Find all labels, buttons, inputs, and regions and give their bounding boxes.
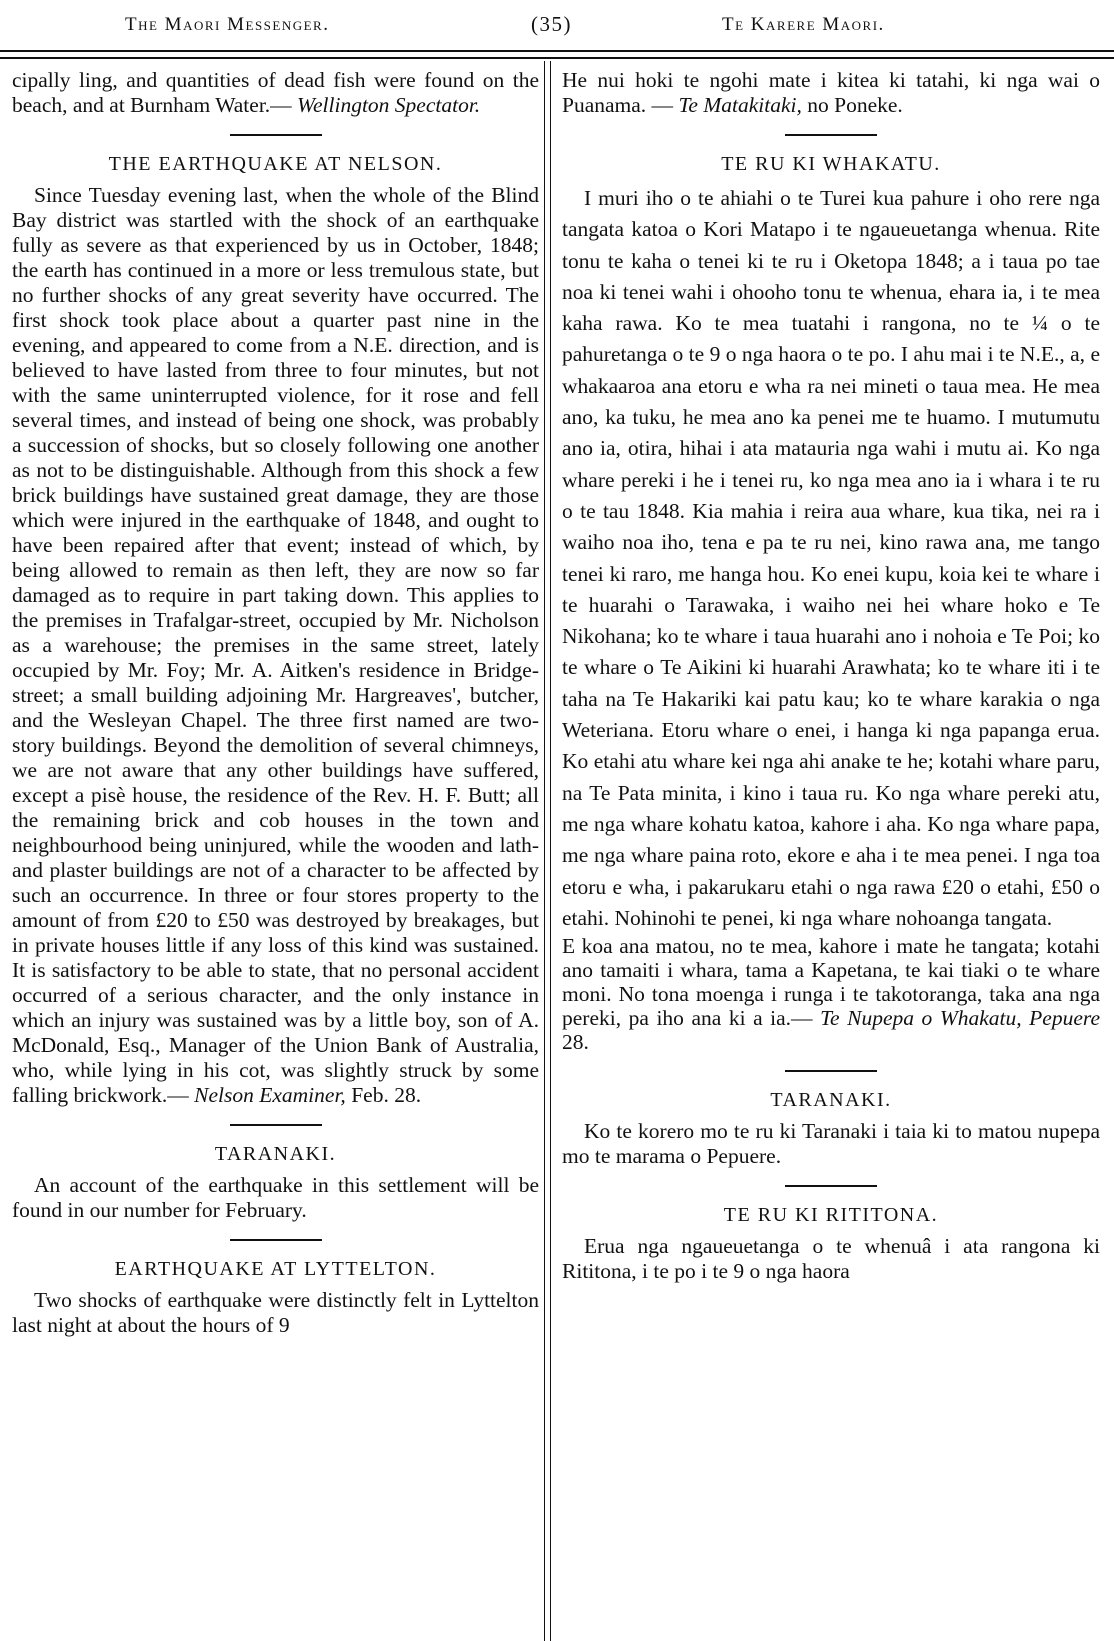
continued-article	[12, 68, 539, 118]
nelson-article	[12, 183, 539, 1108]
taranaki-maori-article: Ko te korero mo te ru ki Taranaki i taia ki to matou nupepa mo te marama o Pepuere.	[562, 1119, 1100, 1169]
continued-article-text: cipally ling, and quantities of dead fish were found on the beach, and at Burnham Water.—	[12, 68, 539, 117]
running-header	[0, 0, 1114, 58]
whakatu-article-credit: Te Nupepa o Whakatu, Pepuere	[820, 1006, 1100, 1031]
continued-article-maori-credit: Te Matakitaki,	[678, 93, 802, 117]
taranaki-heading: TARANAKI.	[214, 1143, 337, 1165]
whakatu-article-date: 28.	[562, 1030, 589, 1055]
whakatu-heading: TE RU KI WHAKATU.	[721, 153, 941, 175]
section-rule	[230, 134, 322, 136]
nelson-article-date: Feb. 28.	[345, 1083, 422, 1107]
section-rule	[785, 1185, 877, 1187]
continued-article-maori-tail: no Poneke.	[801, 93, 903, 117]
continued-article-credit: Wellington Spectator.	[297, 93, 481, 117]
section-rule	[785, 1070, 877, 1072]
rititona-heading: TE RU KI RITITONA.	[723, 1204, 939, 1227]
lyttelton-heading: EARTHQUAKE AT LYTTELTON.	[114, 1258, 437, 1280]
whakatu-article-part2	[562, 934, 1100, 1054]
column-divider-right	[550, 61, 551, 1641]
continued-article-maori	[562, 68, 1100, 118]
english-column	[12, 68, 539, 1641]
english-masthead-title: The Maori Messenger.	[125, 14, 330, 35]
taranaki-article: An account of the earthquake in this settlement will be found in our number for February.	[12, 1173, 539, 1222]
whakatu-article-part1: I muri iho o te ahiahi o te Turei kua pahure i oho rere nga tangata katoa o Kori Matapo i te ngaueuetanga whenua. Rite tonu te kaha o tenei ki te ru i Oketopa 1848; a i taua po tae noa ki tenei wahi i ohooho tonu te whenua, ehara ia, i te mea kaha rawa. Ko te mea tuatahi i rangona, no te ¼ o te pahuretanga o te 9 o nga haora o te po. I ahu mai i te N.E., a, e whakaaroa ana etoru e wha ra nei mineti o taua mea. He mea ano, ka tuku, he mea ano ka penei me te huamo. I mutumutu ano ia, otira, hihai i ata matauria nga wahi i mutu ai. Ko nga whare pereki i he i tenei ru, ko nga mea ano ia i whara i te ru o te tau 1848. Kia mahia i reira aua whare, kua tika, nei ra i waiho noa iho, tena e pa te ru nei, kino rawa ana, me tango tenei ki raro, me hanga hou. Ko enei kupu, koia kei te whare i te huarahi o Tarawaka, i waiho nei hei whare hoko e Te Nikohana; ko te whare i taua huarahi ano i nohoia e Te Poi; ko te whare o Te Aikini ki huarahi Arawhata; ko te whare iti i te taha na Te Hakariki kai patu kau; ko te whare karakia o nga Weteriana. Etoru whare o enei, i hanga ki nga papanga erua. Ko etahi atu whare kei nga ahi anake te he; kotahi whare paru, na Te Pata minita, i kino i taua ru. Ko nga whare pereki atu, me nga whare kohatu katoa, kahore i aha. Ko nga whare papa, me nga whare paina roto, ekore e aha i te mea penei. I nga toa etoru e wha, i pakarukaru etahi o nga rawa £20 o etahi, £50 o etahi. Nohinohi te penei, ki nga whare nohoanga tangata.	[562, 186, 1100, 930]
nelson-article-body: Since Tuesday evening last, when the whole of the Blind Bay district was startled with the shock of an earthquake fully as severe as that experienced by us in October, 1848; the earth has continued in a more or less tremulous state, but no further shocks of any great severity have occurred. The first shock took place about a quarter past nine in the evening, and appeared to come from a N.E. direction, and is believed to have lasted from three to four minutes, but not with the same uninterrupted violence, for it rose and fell several times, and instead of being one shock, was probably a succession of shocks, but so closely following one another as not to be distinguishable. Although from this shock a few brick buildings have sustained great damage, they are those which were injured in the earthquake of 1848, and ought to have been repaired after that event; instead of which, by being allowed to remain as then left, they are now so far damaged as to require in part taking down. This applies to the premises in Trafalgar-street, occupied by Mr. Nicholson as a warehouse; the premises in the same street, lately occupied by Mr. Foy; Mr. A. Aitken's residence in Bridge-street; a small building adjoining Mr. Hargreaves', butcher, and the Wesleyan Chapel. The three first named are two-story buildings. Beyond the demolition of several chimneys, we are not aware that any other buildings have suffered, except a pisè house, the residence of the Rev. H. F. Butt; all the remaining brick and cob houses in the town and neighbourhood being uninjured, while the wooden and lath-and plaster buildings are not of a character to be affected by such an occurrence. In three or four stores property to the amount of from £20 to £50 was destroyed by breakages, but in private houses little if any loss of this kind was sustained. It is satisfactory to be able to state, that no personal accident occurred of a serious character, and the only instance in which an injury was sustained was by a little boy, son of A. McDonald, Esq., Manager of the Union Bank of Australia, who, while lying in his cot, was slightly struck by some falling brickwork.—	[12, 183, 539, 1107]
lyttelton-article: Two shocks of earthquake were distinctly felt in Lyttelton last night at about the hours of 9	[12, 1288, 539, 1337]
header-rule-bottom	[0, 57, 1114, 59]
maori-masthead-title: Te Karere Maori.	[722, 14, 885, 35]
header-rule-top	[0, 50, 1114, 52]
nelson-heading: THE EARTHQUAKE AT NELSON.	[108, 153, 443, 175]
column-divider-left	[544, 61, 545, 1641]
section-rule	[230, 1124, 322, 1126]
rititona-article: Erua nga ngaueuetanga o te whenuâ i ata rangona ki Rititona, i te po i te 9 o nga haora	[562, 1234, 1100, 1284]
whakatu-article-body: E koa ana matou, no te mea, kahore i mate he tangata; kotahi ano tamaiti i whara, tama a Kapetana, te kai tiaki o te whare moni. No tona moenga i runga i te takotoranga, taka ana nga pereki, pa iho ana ki a ia.—	[562, 934, 1100, 1031]
nelson-article-credit: Nelson Examiner,	[194, 1083, 346, 1107]
section-rule	[230, 1239, 322, 1241]
section-rule	[785, 134, 877, 136]
continued-article-maori-text: He nui hoki te ngohi mate i kitea ki tatahi, ki nga wai o Puanama. —	[562, 68, 1100, 117]
page-number: (35)	[531, 12, 572, 36]
taranaki-maori-heading: TARANAKI.	[770, 1089, 892, 1112]
maori-column	[562, 68, 1100, 1641]
